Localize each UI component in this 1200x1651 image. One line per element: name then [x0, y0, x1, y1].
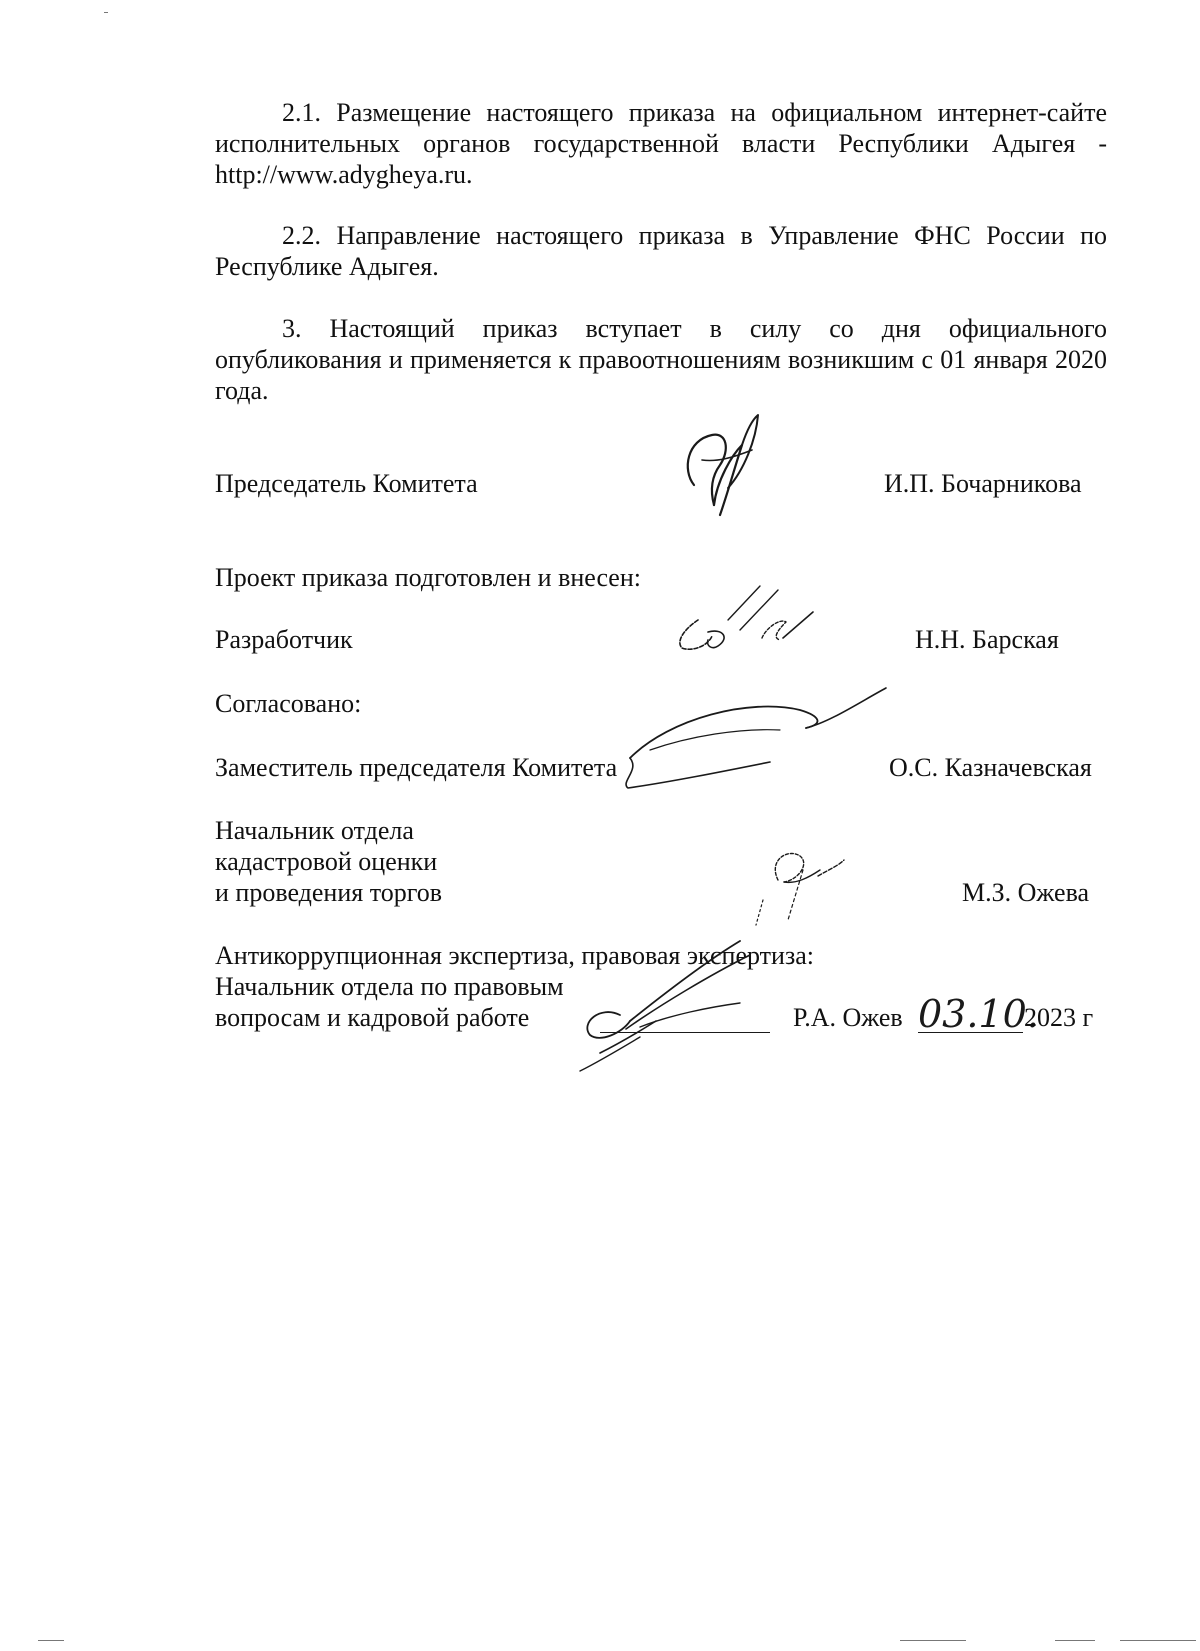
handwritten-date: 03.10.: [918, 992, 1039, 1036]
developer-name: Н.Н. Барская: [915, 625, 1059, 654]
developer-signature: [668, 580, 828, 670]
date-underline: [918, 1032, 1023, 1033]
chairman-title: Председатель Комитета: [215, 469, 478, 498]
approval-heading: Согласовано:: [215, 689, 362, 718]
deputy-signature: [610, 680, 890, 810]
deputy-title: Заместитель председателя Комитета: [215, 753, 618, 782]
expertise-year: 2023 г: [1024, 1003, 1094, 1032]
chairman-signature: [672, 410, 792, 530]
expertise-heading: Антикоррупционная экспертиза, правовая экспертиза:: [215, 941, 814, 970]
paragraph-3: 3. Настоящий приказ вступает в силу со дня официального опубликования и применяется к правоотношениям возникшим с 01 января 2020 года.: [215, 314, 1107, 405]
expertise-title-line1: Начальник отдела по правовым: [215, 972, 564, 1001]
scan-mark: [1055, 1640, 1095, 1641]
scan-mark: [38, 1640, 64, 1641]
chairman-name: И.П. Бочарникова: [884, 469, 1082, 498]
head-title-line3: и проведения торгов: [215, 878, 443, 907]
deputy-name: О.С. Казначевская: [889, 753, 1092, 782]
head-title-line1: Начальник отдела: [215, 816, 414, 845]
head-name: М.З. Ожева: [962, 878, 1090, 907]
expertise-signature: [560, 935, 780, 1075]
scan-mark: [900, 1640, 966, 1641]
developer-title: Разработчик: [215, 625, 353, 654]
scan-mark: [1120, 1640, 1196, 1641]
draft-heading: Проект приказа подготовлен и внесен:: [215, 563, 641, 592]
head-title-line2: кадастровой оценки: [215, 847, 438, 876]
expertise-title-line2: вопросам и кадровой работе: [215, 1003, 530, 1032]
paragraph-2-1: 2.1. Размещение настоящего приказа на официальном интернет-сайте исполнительных органов государственной власти Республики Адыгея - http://www.adygheya.ru.: [215, 98, 1107, 189]
paragraph-2-2: 2.2. Направление настоящего приказа в Управление ФНС России по Республике Адыгея.: [215, 221, 1107, 281]
head-signature: [748, 840, 858, 940]
expertise-name: Р.А. Ожев: [793, 1003, 903, 1032]
scan-mark: [104, 12, 108, 13]
